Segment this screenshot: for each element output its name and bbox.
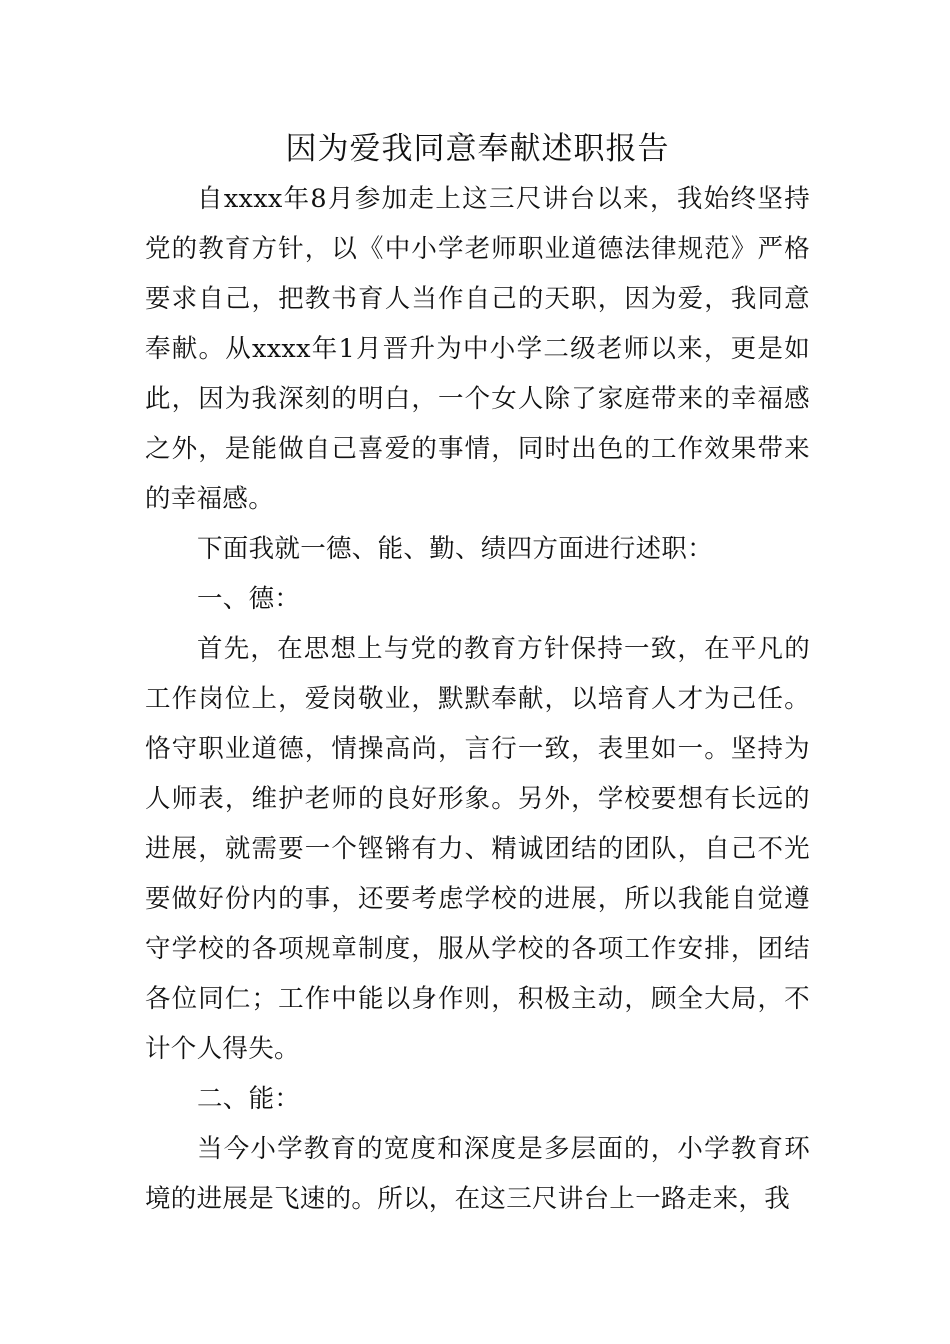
section-heading-neng: 二、能： xyxy=(197,1084,301,1114)
document-body xyxy=(145,124,810,1224)
paragraph-outline: 下面我就一德、能、勤、绩四方面进行述职： xyxy=(197,534,714,564)
section-heading-de: 一、德： xyxy=(197,584,301,614)
paragraph-intro: 自xxxx年8月参加走上这三尺讲台以来，我始终坚持党的教育方针，以《中小学老师职业道德法律规范》严格要求自己，把教书育人当作自己的天职，因为爱，我同意奉献。从xxxx年1月晋升为中小学二级老师以来，更是如此，因为我深刻的明白，一个女人除了家庭带来的幸福感之外，是能做自己喜爱的事情，同时出色的工作效果带来的幸福感。 xyxy=(145,184,810,514)
paragraph-de: 首先，在思想上与党的教育方针保持一致，在平凡的工作岗位上，爱岗敬业，默默奉献，以培育人才为己任。恪守职业道德，情操高尚，言行一致，表里如一。坚持为人师表，维护老师的良好形象。另外，学校要想有长远的进展，就需要一个铿锵有力、精诚团结的团队，自己不光要做好份内的事，还要考虑学校的进展，所以我能自觉遵守学校的各项规章制度，服从学校的各项工作安排，团结各位同仁；工作中能以身作则，积极主动，顾全大局，不计个人得失。 xyxy=(145,634,810,1064)
document-title: 因为爱我同意奉献述职报告 xyxy=(285,131,670,167)
paragraph-neng: 当今小学教育的宽度和深度是多层面的，小学教育环境的进展是飞速的。所以，在这三尺讲台上一路走来，我 xyxy=(145,1134,810,1214)
